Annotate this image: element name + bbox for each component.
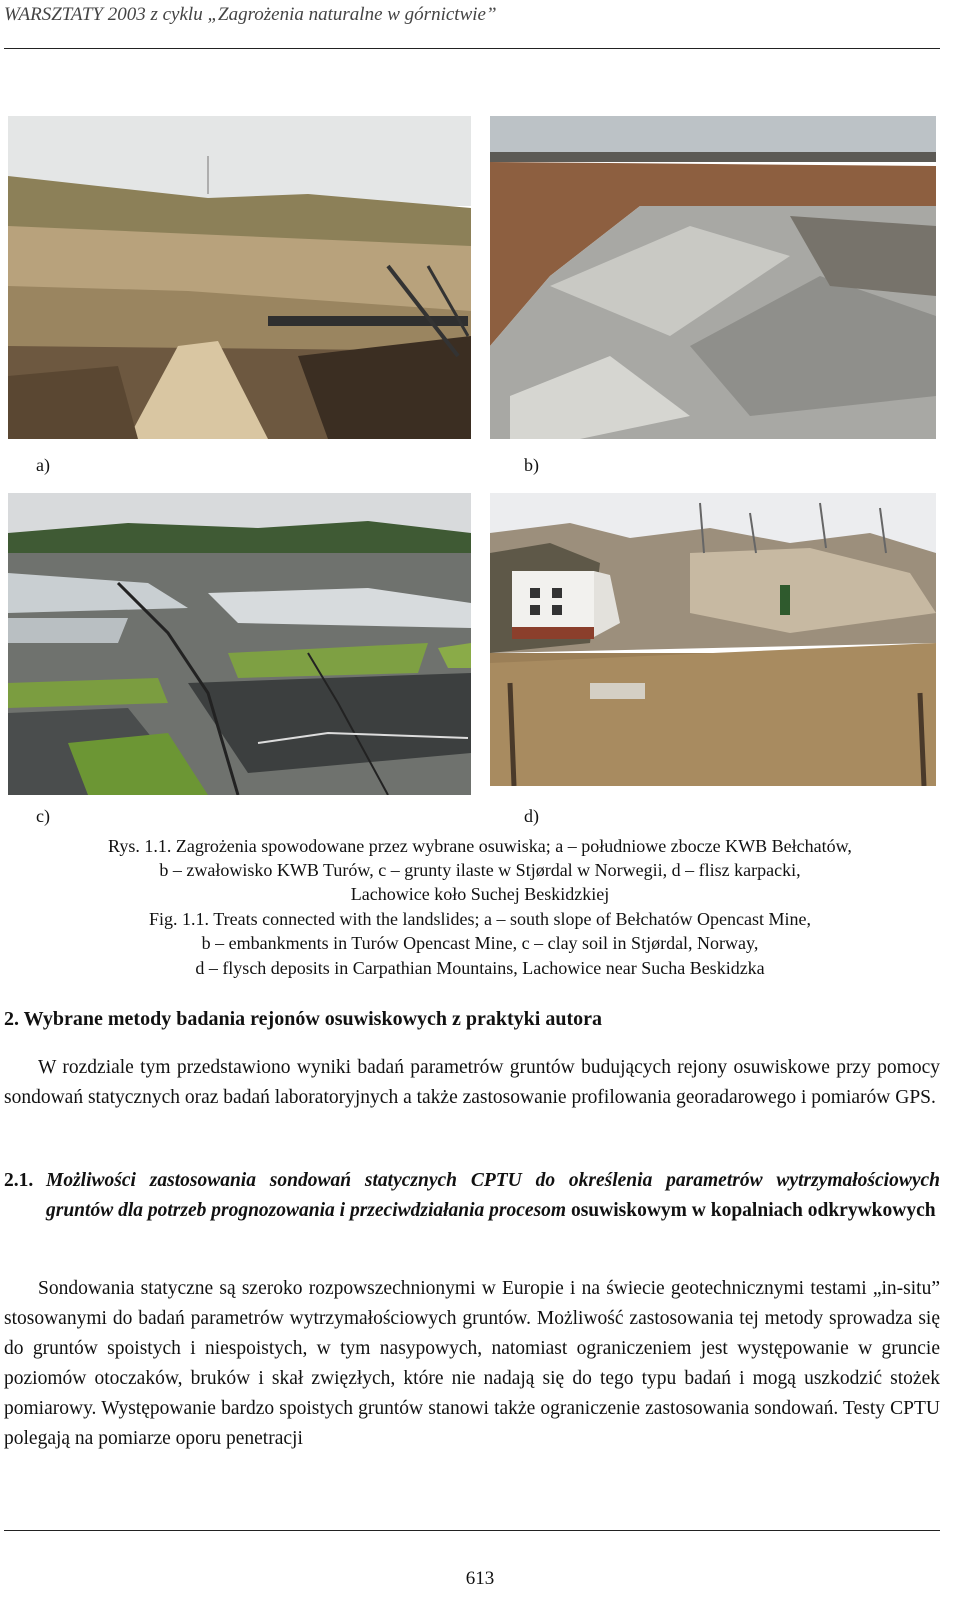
photo-b-turow-embankment (490, 116, 936, 439)
panel-label-b: b) (524, 455, 539, 475)
section-2-paragraph (4, 1053, 940, 1113)
caption-en-line-3: d – flysch deposits in Carpathian Mountains, Lachowice near Sucha Beskidzka (195, 958, 765, 978)
photo-a-belchatow-slope (8, 116, 471, 439)
page-number: 613 (465, 1568, 495, 1589)
photo-c-stjordal-clay (8, 493, 471, 795)
caption-en-line-2: b – embankments in Turów Opencast Mine, c – clay soil in Stjørdal, Norway, (201, 933, 759, 953)
section-2-1-paragraph (4, 1274, 940, 1454)
section-2-heading: 2. Wybrane metody badania rejonów osuwiskowych z praktyki autora (4, 1008, 603, 1030)
section-2-1-heading-italic: Możliwości zastosowania sondowań statycznych CPTU do określenia parametrów wytrzymałościowych gruntów dla potrzeb prognozowania i przeciwdziałania procesom (46, 1170, 940, 1221)
section-2-1-paragraph-text: Sondowania statyczne są szeroko rozpowszechnionymi w Europie i na świecie geotechnicznymi testami „in-situ” stosowanymi do badań parametrów wytrzymałościowych gruntów. Możliwość zastosowania tej metody sprowadza się do gruntów spoistych i niespoistych, w tym nasypowych, natomiast ograniczeniem jest występowanie w gruncie poziomów otoczaków, bruków i skał zwięzłych, które nie nadają się do tego typu badań i mogą uszkodzić stożek pomiarowy. Występowanie bardzo spoistych gruntów stanowi także ograniczenie zastosowania sondowań. Testy CPTU polegają na pomiarze oporu penetracji (4, 1278, 940, 1449)
panel-label-d: d) (524, 806, 539, 826)
photo-d-lachowice-flysch (490, 493, 936, 786)
panel-label-a: a) (36, 455, 50, 475)
section-2-1-heading (4, 1166, 940, 1226)
running-header: WARSZTATY 2003 z cyklu „Zagrożenia naturalne w górnictwie” (4, 4, 497, 25)
caption-pl-line-2: b – zwałowisko KWB Turów, c – grunty ilaste w Stjørdal w Norwegii, d – flisz karpacki, (159, 860, 801, 880)
section-2-1-number: 2.1. (4, 1170, 34, 1191)
panel-label-c: c) (36, 806, 50, 826)
caption-pl-line-1: Rys. 1.1. Zagrożenia spowodowane przez wybrane osuwiska; a – południowe zbocze KWB Bełchatów, (108, 836, 852, 856)
section-2-paragraph-text: W rozdziale tym przedstawiono wyniki badań parametrów gruntów budujących rejony osuwiskowe przy pomocy sondowań statycznych oraz badań laboratoryjnych a także zastosowanie profilowania georadarowego i pomiarów GPS. (4, 1057, 940, 1108)
footer-rule (4, 1530, 940, 1531)
section-2-1-heading-plain: osuwiskowym w kopalniach odkrywkowych (570, 1200, 936, 1221)
caption-en-line-1: Fig. 1.1. Treats connected with the landslides; a – south slope of Bełchatów Opencast Mine, (149, 909, 811, 929)
caption-pl-line-3: Lachowice koło Suchej Beskidzkiej (350, 884, 610, 904)
header-rule (4, 48, 940, 49)
